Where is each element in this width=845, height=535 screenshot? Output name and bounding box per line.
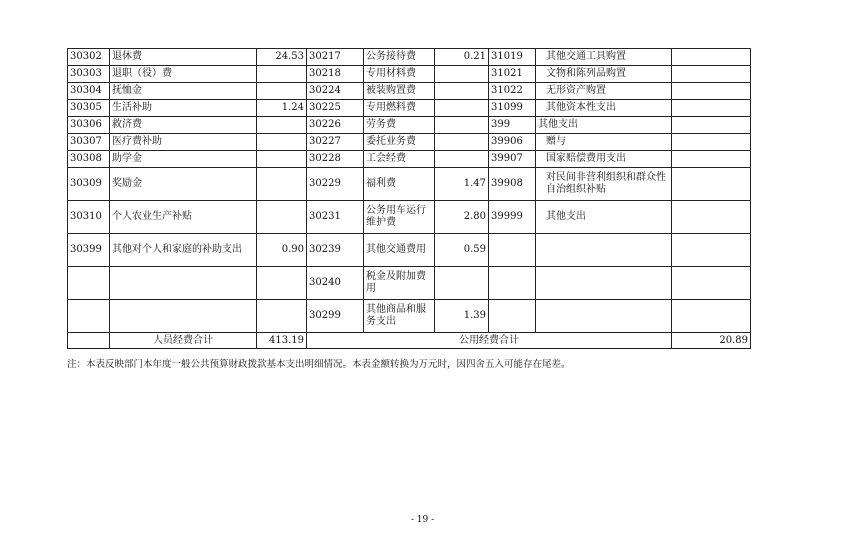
code-cell: 30225 [307,100,364,117]
amount-cell [435,100,489,117]
amount-cell [435,117,489,134]
item-cell: 公务用车运行维护费 [364,201,435,234]
item-cell: 专用材料费 [364,66,435,83]
table-row [68,267,751,300]
item-cell: 退职（役）费 [110,66,257,83]
code-cell: 30399 [68,234,110,267]
code-cell: 30309 [68,168,110,201]
table-row [68,300,751,333]
item-cell: 无形资产购置 [536,83,672,100]
code-cell: 39908 [489,168,536,201]
item-cell: 助学金 [110,151,257,168]
amount-cell [435,134,489,151]
amount-cell [257,151,307,168]
code-cell: 30227 [307,134,364,151]
item-cell: 对民间非营利组织和群众性自治组织补贴 [536,168,672,201]
item-cell: 工会经费 [364,151,435,168]
amount-cell [672,83,751,100]
amount-cell [257,117,307,134]
item-cell: 福利费 [364,168,435,201]
item-cell: 其他商品和服务支出 [364,300,435,333]
item-cell [536,300,672,333]
code-cell: 30308 [68,151,110,168]
item-cell: 奖励金 [110,168,257,201]
table-row [68,134,751,151]
amount-cell [672,100,751,117]
public-total-value: 20.89 [672,333,751,349]
amount-cell [672,300,751,333]
table-footnote: 注：本表反映部门本年度一般公共预算财政拨款基本支出明细情况。本表金额转换为万元时，因四舍五入可能存在尾差。 [67,359,571,370]
code-cell: 30302 [68,49,110,66]
code-cell: 30218 [307,66,364,83]
public-total-label: 公用经费合计 [307,333,672,349]
code-cell: 30239 [307,234,364,267]
item-cell: 其他支出 [536,117,672,134]
table-row [68,83,751,100]
code-cell: 31099 [489,100,536,117]
code-cell: 399 [489,117,536,134]
amount-cell [672,49,751,66]
amount-cell [672,234,751,267]
personnel-total-label: 人员经费合计 [110,333,257,349]
amount-cell: 0.90 [257,234,307,267]
item-cell: 退休费 [110,49,257,66]
amount-cell [672,151,751,168]
item-cell: 劳务费 [364,117,435,134]
amount-cell: 1.39 [435,300,489,333]
amount-cell: 24.53 [257,49,307,66]
code-cell [489,300,536,333]
item-cell: 委托业务费 [364,134,435,151]
page-number: - 19 - [410,515,435,525]
code-cell: 30305 [68,100,110,117]
item-cell: 专用燃料费 [364,100,435,117]
code-cell: 30307 [68,134,110,151]
code-cell [68,300,110,333]
code-cell: 30306 [68,117,110,134]
item-cell: 其他交通工具购置 [536,49,672,66]
code-cell: 31019 [489,49,536,66]
code-cell: 30299 [307,300,364,333]
code-cell: 30217 [307,49,364,66]
table-body [68,49,751,333]
item-cell [110,267,257,300]
code-cell: 39906 [489,134,536,151]
item-cell: 其他交通费用 [364,234,435,267]
blank-cell [68,333,110,349]
item-cell: 公务接待费 [364,49,435,66]
item-cell: 救济费 [110,117,257,134]
amount-cell [672,267,751,300]
code-cell: 30304 [68,83,110,100]
item-cell: 被装购置费 [364,83,435,100]
table-row [68,100,751,117]
item-cell: 税金及附加费用 [364,267,435,300]
table-row [68,151,751,168]
amount-cell: 1.47 [435,168,489,201]
item-cell: 其他支出 [536,201,672,234]
table-row [68,201,751,234]
amount-cell [435,151,489,168]
amount-cell [672,66,751,83]
code-cell: 30229 [307,168,364,201]
amount-cell [435,66,489,83]
code-cell: 39999 [489,201,536,234]
amount-cell [435,83,489,100]
amount-cell [435,267,489,300]
code-cell [489,267,536,300]
code-cell: 30310 [68,201,110,234]
amount-cell [672,134,751,151]
amount-cell: 2.80 [435,201,489,234]
code-cell: 30226 [307,117,364,134]
code-cell: 30240 [307,267,364,300]
item-cell: 个人农业生产补贴 [110,201,257,234]
amount-cell: 0.59 [435,234,489,267]
item-cell: 医疗费补助 [110,134,257,151]
amount-cell [257,267,307,300]
item-cell: 文物和陈列品购置 [536,66,672,83]
code-cell: 30224 [307,83,364,100]
item-cell: 赠与 [536,134,672,151]
code-cell: 30228 [307,151,364,168]
amount-cell [672,117,751,134]
amount-cell: 0.21 [435,49,489,66]
amount-cell [257,83,307,100]
item-cell: 国家赔偿费用支出 [536,151,672,168]
amount-cell [257,300,307,333]
code-cell [68,267,110,300]
amount-cell [257,168,307,201]
table-row [68,168,751,201]
code-cell: 30303 [68,66,110,83]
table-row [68,117,751,134]
amount-cell: 1.24 [257,100,307,117]
table-row [68,66,751,83]
code-cell: 31022 [489,83,536,100]
item-cell: 抚恤金 [110,83,257,100]
code-cell [489,234,536,267]
expenditure-detail-table [67,48,751,349]
table-row [68,234,751,267]
amount-cell [257,66,307,83]
personnel-total-value: 413.19 [257,333,307,349]
totals-row [68,333,751,349]
item-cell [110,300,257,333]
table-row [68,49,751,66]
amount-cell [257,134,307,151]
code-cell: 31021 [489,66,536,83]
code-cell: 39907 [489,151,536,168]
code-cell: 30231 [307,201,364,234]
item-cell: 其他对个人和家庭的补助支出 [110,234,257,267]
amount-cell [257,201,307,234]
item-cell: 生活补助 [110,100,257,117]
item-cell [536,267,672,300]
item-cell: 其他资本性支出 [536,100,672,117]
amount-cell [672,201,751,234]
amount-cell [672,168,751,201]
item-cell [536,234,672,267]
